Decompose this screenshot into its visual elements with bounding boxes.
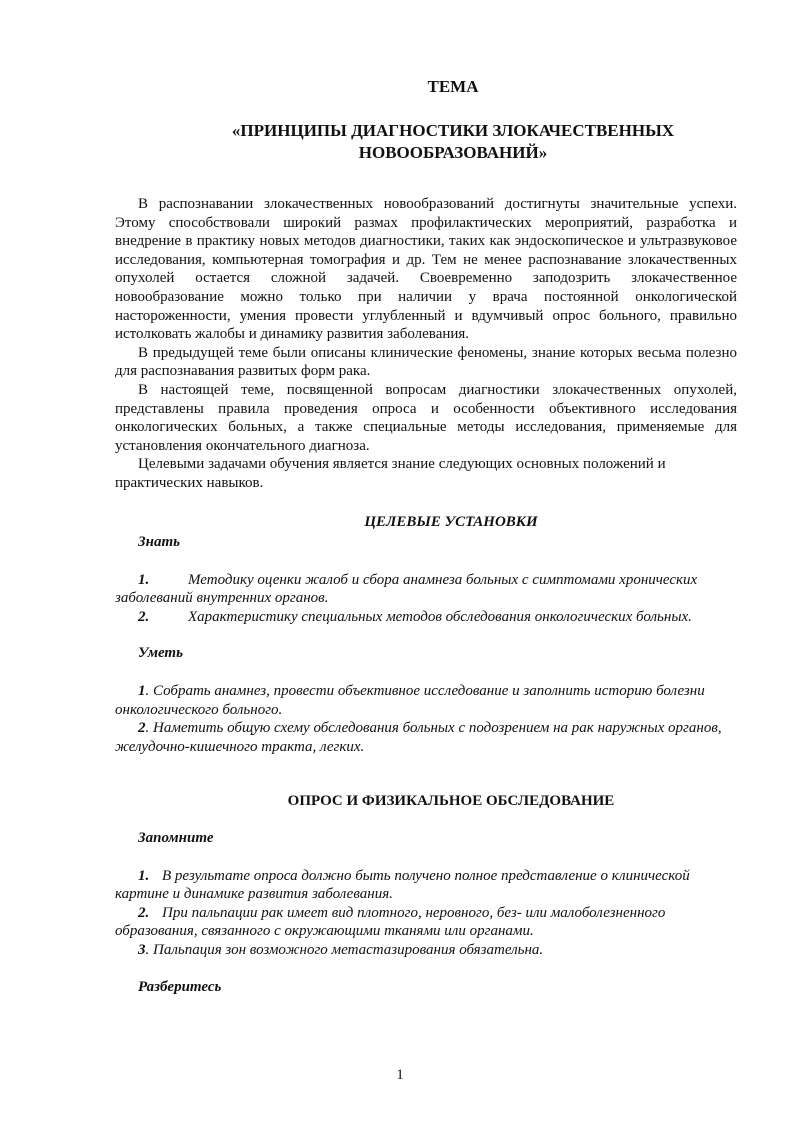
able-item-2 — [115, 719, 737, 756]
able-heading: Уметь — [138, 645, 183, 662]
remember-item-2-text: При пальпации рак имеет вид плотного, неровного, без- или малоболезненного образования, связанного с окружающими тканями или органами. — [115, 904, 666, 940]
understand-heading: Разберитесь — [138, 978, 222, 995]
know-item-1-number: 1. — [138, 571, 150, 588]
know-item-2-number: 2. — [138, 608, 150, 625]
able-item-1 — [115, 682, 737, 719]
intro-paragraph-2: В предыдущей теме были описаны клинические феномены, знание которых весьма полезно для распознавания развитых форм рака. — [115, 344, 737, 380]
topic-title-line-1: «ПРИНЦИПЫ ДИАГНОСТИКИ ЗЛОКАЧЕСТВЕННЫХ — [231, 121, 675, 140]
intro-paragraph-1: В распознавании злокачественных новообразований достигнуты значительные успехи. Этому способствовали широкий размах профилактических мероприятий, разработка и внедрение в практику новых методов диагностики, таких как эндоскопическое и ультразвуковое исследования, компьютерная томография и др. Тем не менее распознавание злокачественных опухолей остается сложной задачей. Своевременно заподозрить злокачественное новообразование можно только при наличии у врача постоянной онкологической настороженности, умения провести углубленный и вдумчивый опрос больного, правильно истолковать жалобы и динамику развития заболевания. — [115, 196, 737, 343]
know-heading: Знать — [138, 534, 180, 551]
able-item-2-text: . Наметить общую схему обследования больных с подозрением на рак наружных органов, желудочно-кишечного тракта, легких. — [115, 720, 722, 755]
remember-item-1 — [115, 867, 737, 904]
remember-item-1-text: В результате опроса должно быть получено полное представление о клинической картине и динамике развития заболевания. — [115, 867, 690, 903]
able-item-1-number: 1 — [138, 683, 146, 700]
intro-section — [115, 195, 737, 493]
remember-item-3-text: . Пальпация зон возможного метастазирования обязательна. — [145, 942, 544, 958]
page-number: 1 — [396, 1067, 404, 1083]
goals-heading: ЦЕЛЕВЫЕ УСТАНОВКИ — [364, 513, 538, 530]
remember-item-3-number: 3 — [138, 942, 146, 958]
page-content — [115, 76, 737, 996]
remember-heading: Запомните — [138, 830, 214, 847]
remember-list — [115, 867, 737, 960]
remember-item-2 — [115, 904, 737, 941]
know-item-1-text: Методику оценки жалоб и сбора анамнеза больных с симптомами хронических заболеваний внутренних органов. — [115, 571, 698, 607]
survey-heading: ОПРОС И ФИЗИКАЛЬНОЕ ОБСЛЕДОВАНИЕ — [287, 793, 615, 810]
able-list — [115, 682, 737, 756]
remember-item-1-number: 1. — [138, 867, 150, 884]
able-item-1-text: . Собрать анамнез, провести объективное исследование и заполнить историю болезни онкологического больного. — [115, 683, 705, 718]
topic-title-line-2: НОВООБРАЗОВАНИЙ» — [358, 143, 548, 162]
know-list — [115, 571, 737, 627]
topic-title — [169, 120, 737, 164]
topic-label: ТЕМА — [427, 77, 479, 96]
intro-paragraph-3: В настоящей теме, посвященной вопросам диагностики злокачественных опухолей, представлены правила проведения опроса и особенности объективного исследования онкологических больных, а также специальные методы исследования, применяемые для установления окончательного диагноза. — [115, 381, 737, 454]
know-item-2 — [115, 608, 737, 627]
remember-item-3 — [115, 941, 737, 960]
intro-paragraph-4: Целевыми задачами обучения является знание следующих основных положений и практических навыков. — [115, 456, 666, 491]
know-item-1 — [115, 571, 737, 608]
know-item-2-text: Характеристику специальных методов обследования онкологических больных. — [188, 608, 692, 625]
able-item-2-number: 2 — [138, 720, 146, 737]
remember-item-2-number: 2. — [138, 904, 150, 921]
